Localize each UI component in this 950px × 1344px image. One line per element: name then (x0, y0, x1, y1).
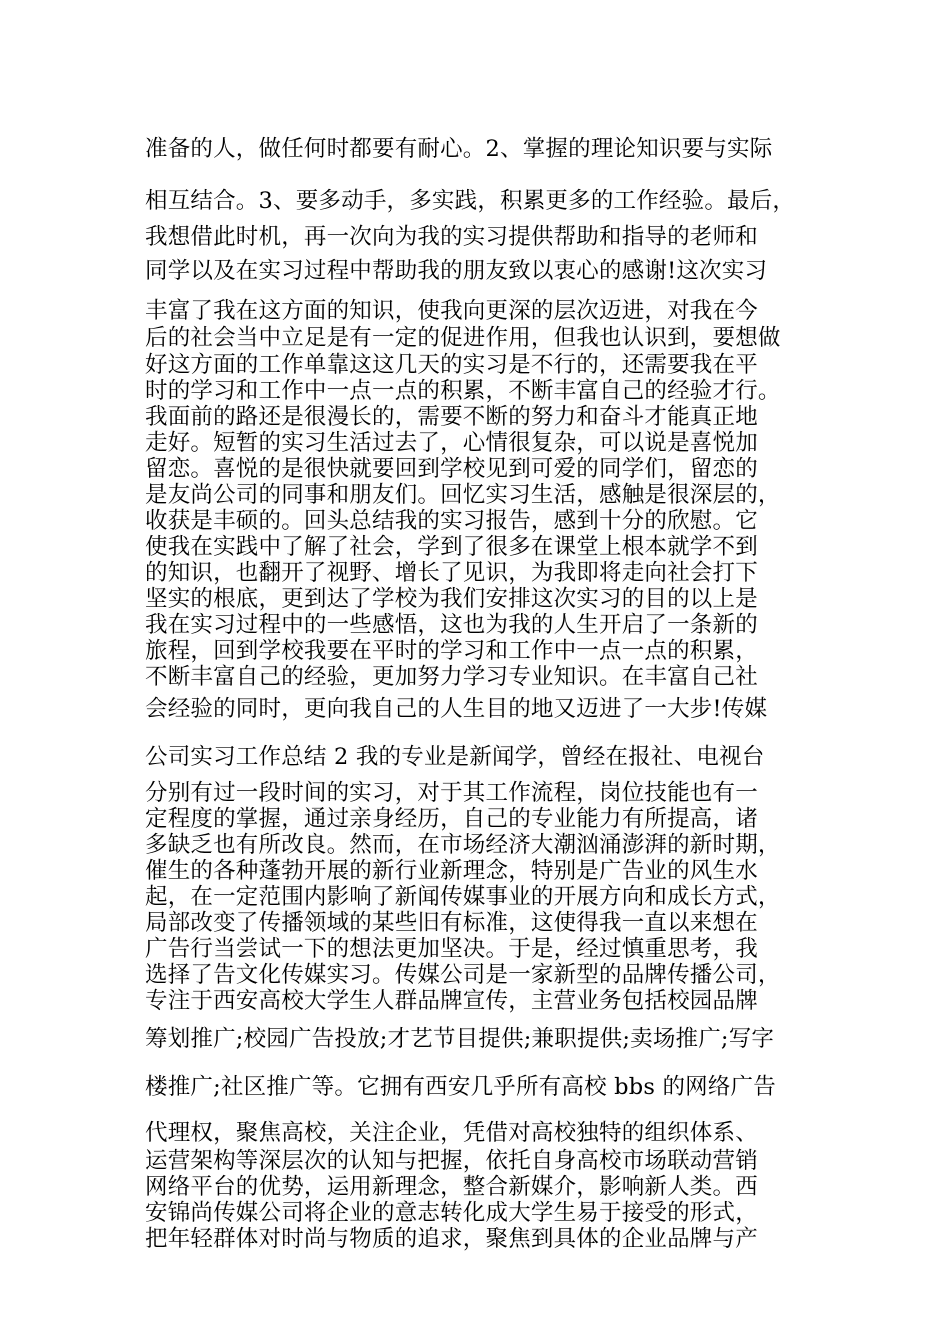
text-line: 代理权，聚焦高校，关注企业，凭借对高校独特的组织体系、 (145, 1120, 758, 1146)
text-line: 使我在实践中了解了社会，学到了很多在课堂上根本就学不到 (145, 534, 758, 560)
text-line: 局部改变了传播领域的某些旧有标准，这使得我一直以来想在 (145, 910, 758, 936)
text-line: 分别有过一段时间的实习，对于其工作流程，岗位技能也有一 (145, 780, 758, 806)
text-line: 多缺乏也有所改良。然而，在市场经济大潮汹涌澎湃的新时期， (145, 832, 781, 858)
text-line: 筹划推广;校园广告投放;才艺节目提供;兼职提供;卖场推广;写字 (145, 1026, 775, 1052)
text-line: 广告行当尝试一下的想法更加坚决。于是，经过慎重思考，我 (145, 936, 758, 962)
text-line: 丰富了我在这方面的知识，使我向更深的层次迈进，对我在今 (145, 298, 758, 324)
text-line: 同学以及在实习过程中帮助我的朋友致以衷心的感谢!这次实习 (145, 258, 768, 284)
text-line: 选择了告文化传媒实习。传媒公司是一家新型的品牌传播公司， (145, 962, 781, 988)
text-line: 专注于西安高校大学生人群品牌宣传，主营业务包括校园品牌 (145, 988, 758, 1014)
text-line: 我在实习过程中的一些感悟，这也为我的人生开启了一条新的 (145, 612, 758, 638)
text-line: 相互结合。3、要多动手，多实践，积累更多的工作经验。最后， (145, 188, 796, 214)
text-line: 我想借此时机，再一次向为我的实习提供帮助和指导的老师和 (145, 224, 758, 250)
text-line: 催生的各种蓬勃开展的新行业新理念，特别是广告业的风生水 (145, 858, 758, 884)
text-line: 把年轻群体对时尚与物质的追求，聚焦到具体的企业品牌与产 (145, 1226, 758, 1252)
text-line: 是友尚公司的同事和朋友们。回忆实习生活，感触是很深层的， (145, 482, 781, 508)
text-line: 会经验的同时，更向我自己的人生目的地又迈进了一大步!传媒 (145, 696, 768, 722)
text-line: 起，在一定范围内影响了新闻传媒事业的开展方向和成长方式， (145, 884, 781, 910)
text-line: 我面前的路还是很漫长的，需要不断的努力和奋斗才能真正地 (145, 404, 758, 430)
text-line: 网络平台的优势，运用新理念，整合新媒介，影响新人类。西 (145, 1174, 758, 1200)
text-line: 时的学习和工作中一点一点的积累，不断丰富自己的经验才行。 (145, 378, 781, 404)
text-line: 走好。短暂的实习生活过去了，心情很复杂，可以说是喜悦加 (145, 430, 758, 456)
text-line: 旅程，回到学校我要在平时的学习和工作中一点一点的积累， (145, 638, 758, 664)
text-line: 准备的人，做任何时都要有耐心。2、掌握的理论知识要与实际 (145, 136, 773, 162)
text-line: 坚实的根底，更到达了学校为我们安排这次实习的目的以上是 (145, 586, 758, 612)
text-line: 定程度的掌握，通过亲身经历，自己的专业能力有所提高，诸 (145, 806, 758, 832)
text-line: 不断丰富自己的经验，更加努力学习专业知识。在丰富自己社 (145, 664, 758, 690)
text-line: 楼推广;社区推广等。它拥有西安几乎所有高校 bbs 的网络广告 (145, 1074, 776, 1100)
text-line: 留恋。喜悦的是很快就要回到学校见到可爱的同学们，留恋的 (145, 456, 758, 482)
text-line: 的知识，也翻开了视野、增长了见识，为我即将走向社会打下 (145, 560, 758, 586)
text-line: 后的社会当中立足是有一定的促进作用，但我也认识到，要想做 (145, 325, 781, 351)
text-line: 好这方面的工作单靠这这几天的实习是不行的，还需要我在平 (145, 352, 758, 378)
text-line: 安锦尚传媒公司将企业的意志转化成大学生易于接受的形式， (145, 1200, 758, 1226)
text-line: 收获是丰硕的。回头总结我的实习报告，感到十分的欣慰。它 (145, 508, 758, 534)
text-line: 公司实习工作总结 2 我的专业是新闻学，曾经在报社、电视台 (145, 744, 765, 770)
text-line: 运营架构等深层次的认知与把握，依托自身高校市场联动营销 (145, 1148, 758, 1174)
